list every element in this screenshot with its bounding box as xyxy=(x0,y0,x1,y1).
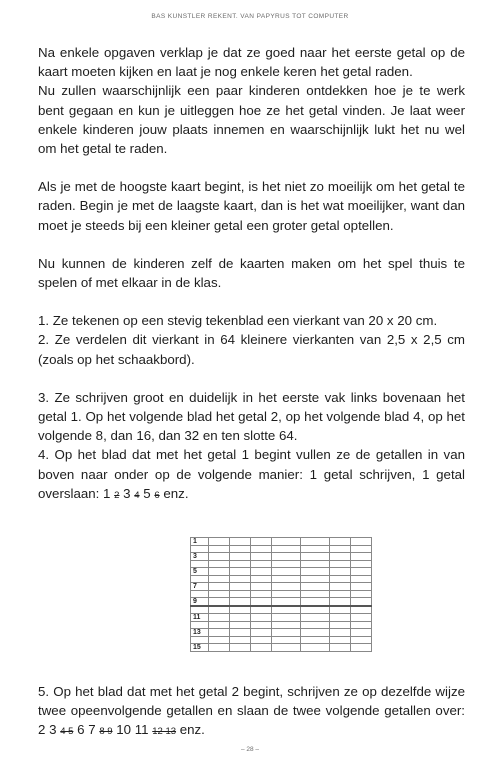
grid-cell xyxy=(191,576,209,583)
grid-cell xyxy=(330,538,351,546)
grid-cell xyxy=(330,576,351,583)
grid-cell xyxy=(351,591,372,598)
grid-cell xyxy=(251,546,272,553)
grid-cell xyxy=(251,553,272,561)
grid-cell xyxy=(230,553,251,561)
grid-cell xyxy=(330,561,351,568)
grid-number-cell: 7 xyxy=(191,583,209,591)
grid-cell xyxy=(272,622,301,629)
running-header: BAS KUNSTLER REKENT. VAN PAPYRUS TOT COMPUTER xyxy=(151,13,349,20)
seq-number: 1 xyxy=(103,485,111,501)
grid-cell xyxy=(301,622,330,629)
grid-cell xyxy=(209,637,230,644)
grid-cell xyxy=(230,583,251,591)
grid-cell xyxy=(272,583,301,591)
grid-cell xyxy=(351,538,372,546)
grid-cell xyxy=(351,622,372,629)
grid-cell xyxy=(330,546,351,553)
seq-number: 10 11 xyxy=(116,722,149,738)
grid-cell xyxy=(330,622,351,629)
grid-cell xyxy=(209,606,230,614)
grid-number-cell: 3 xyxy=(191,553,209,561)
body-text xyxy=(38,43,465,505)
seq-end: enz. xyxy=(163,485,189,501)
seq-number-skipped: 4 xyxy=(134,489,140,501)
grid-cell xyxy=(230,644,251,652)
grid-cell xyxy=(230,598,251,607)
grid-cell xyxy=(330,553,351,561)
grid-cell xyxy=(301,576,330,583)
seq-number: 3 xyxy=(123,485,131,501)
grid-cell xyxy=(272,598,301,607)
number-sequence xyxy=(103,486,188,501)
seq-end: enz. xyxy=(179,722,205,738)
grid-cell xyxy=(330,614,351,622)
grid-cell xyxy=(351,583,372,591)
number-sequence xyxy=(38,722,205,737)
grid-cell xyxy=(351,644,372,652)
grid-cell xyxy=(330,606,351,614)
paragraph: Als je met de hoogste kaart begint, is het niet zo moeilijk om het getal te raden. Begin je met de laagste kaart, dan is het wat moeilijker, want dan moet je steeds bij een kleiner getal een groter getal optellen. xyxy=(38,179,465,233)
seq-number: 6 7 xyxy=(77,722,96,738)
seq-number-skipped: 6 xyxy=(154,489,160,501)
seq-number-skipped: 4 5 xyxy=(60,726,74,738)
grid-cell xyxy=(209,644,230,652)
grid-cell xyxy=(351,598,372,607)
grid-cell xyxy=(272,546,301,553)
grid-cell xyxy=(251,561,272,568)
grid-cell xyxy=(301,591,330,598)
grid-cell xyxy=(191,606,209,614)
grid-cell xyxy=(330,583,351,591)
grid-row xyxy=(191,644,372,652)
grid-row xyxy=(191,538,372,546)
grid-cell xyxy=(230,637,251,644)
grid-cell xyxy=(209,591,230,598)
seq-number-skipped: 12 13 xyxy=(152,726,177,738)
grid-cell xyxy=(251,629,272,637)
grid-row xyxy=(191,546,372,553)
grid-cell xyxy=(272,538,301,546)
grid-cell xyxy=(330,598,351,607)
seq-number-skipped: 8 9 xyxy=(99,726,113,738)
grid-cell xyxy=(272,553,301,561)
grid-cell xyxy=(209,583,230,591)
grid-row xyxy=(191,614,372,622)
grid-number-cell: 1 xyxy=(191,538,209,546)
grid-cell xyxy=(330,644,351,652)
grid-cell xyxy=(230,629,251,637)
grid-cell xyxy=(230,622,251,629)
grid-cell xyxy=(230,538,251,546)
grid-cell xyxy=(301,598,330,607)
grid-cell xyxy=(301,637,330,644)
step-4 xyxy=(38,445,465,505)
grid-cell xyxy=(301,614,330,622)
grid-cell xyxy=(272,591,301,598)
grid-cell xyxy=(209,538,230,546)
paragraph: Nu kunnen de kinderen zelf de kaarten maken om het spel thuis te spelen of met elkaar in de klas. xyxy=(38,255,465,291)
grid-number-cell: 11 xyxy=(191,614,209,622)
grid-row xyxy=(191,637,372,644)
seq-number-skipped: 2 xyxy=(114,489,120,501)
body-text-bottom xyxy=(38,682,465,742)
grid-row xyxy=(191,561,372,568)
grid-cell xyxy=(351,568,372,576)
grid-row xyxy=(191,622,372,629)
step-4-text: 4. Op het blad dat met het getal 1 begint vullen ze de getallen in van boven naar onder op de volgende manier: 1 getal schrijven, 1 getal overslaan: xyxy=(38,447,465,501)
grid-cell xyxy=(209,568,230,576)
page-number: – 28 – xyxy=(240,746,260,753)
grid-row xyxy=(191,591,372,598)
grid-cell xyxy=(251,644,272,652)
grid-row xyxy=(191,629,372,637)
grid-number-cell: 13 xyxy=(191,629,209,637)
step-1: 1. Ze tekenen op een stevig tekenblad een vierkant van 20 x 20 cm. xyxy=(38,313,438,329)
grid-cell xyxy=(301,561,330,568)
grid-cell xyxy=(251,598,272,607)
grid-cell xyxy=(351,614,372,622)
grid-cell xyxy=(230,568,251,576)
grid-cell xyxy=(191,622,209,629)
grid-cell xyxy=(251,614,272,622)
grid-cell xyxy=(191,561,209,568)
grid-cell xyxy=(209,598,230,607)
grid-cell xyxy=(272,644,301,652)
grid-cell xyxy=(351,629,372,637)
grid-cell xyxy=(251,576,272,583)
grid-cell xyxy=(272,576,301,583)
step-3: 3. Ze schrijven groot en duidelijk in het eerste vak links bovenaan het getal 1. Op het volgende blad het getal 2, op het volgende blad 4, op het volgende 8, dan 16, dan 32 en ten slotte 64. xyxy=(38,389,465,444)
grid-cell xyxy=(301,606,330,614)
grid-cell xyxy=(330,591,351,598)
grid-cell xyxy=(230,606,251,614)
grid-row xyxy=(191,598,372,607)
grid-row xyxy=(191,583,372,591)
grid-cell xyxy=(301,568,330,576)
grid-cell xyxy=(351,576,372,583)
grid-cell xyxy=(209,546,230,553)
step-2: 2. Ze verdelen dit vierkant in 64 kleinere vierkanten van 2,5 x 2,5 cm (zoals op het schaakbord). xyxy=(38,332,465,367)
grid-cell xyxy=(209,553,230,561)
grid-cell xyxy=(251,583,272,591)
grid-cell xyxy=(301,553,330,561)
grid-cell xyxy=(351,606,372,614)
grid-row xyxy=(191,553,372,561)
grid-cell xyxy=(351,637,372,644)
grid-cell xyxy=(301,629,330,637)
grid-cell xyxy=(251,606,272,614)
grid-cell xyxy=(272,561,301,568)
grid-cell xyxy=(191,546,209,553)
grid-row xyxy=(191,576,372,583)
paragraph: Na enkele opgaven verklap je dat ze goed naar het eerste getal op de kaart moeten kijken en laat je nog enkele keren het getal raden. xyxy=(38,45,465,80)
grid-row xyxy=(191,606,372,614)
grid-cell xyxy=(230,614,251,622)
grid-cell xyxy=(191,637,209,644)
grid-cell xyxy=(209,622,230,629)
number-grid xyxy=(190,537,372,652)
paragraph: Nu zullen waarschijnlijk een paar kinderen ontdekken hoe je te werk bent gegaan en kun je uitleggen hoe ze het getal vinden. Je laat weer enkele kinderen jouw plaats innemen en waarschijnlijk lukt het nu wel om het getal te raden. xyxy=(38,83,465,157)
grid-cell xyxy=(330,568,351,576)
grid-cell xyxy=(272,637,301,644)
grid-cell xyxy=(301,538,330,546)
grid-cell xyxy=(272,629,301,637)
grid-cell xyxy=(330,637,351,644)
grid-cell xyxy=(209,561,230,568)
grid-cell xyxy=(301,644,330,652)
grid-cell xyxy=(351,546,372,553)
grid-cell xyxy=(251,622,272,629)
grid-number-cell: 9 xyxy=(191,598,209,607)
grid-cell xyxy=(230,576,251,583)
grid-cell xyxy=(301,583,330,591)
grid-cell xyxy=(251,637,272,644)
grid-cell xyxy=(272,606,301,614)
grid-cell xyxy=(351,553,372,561)
step-5 xyxy=(38,682,465,742)
grid-cell xyxy=(301,546,330,553)
grid-cell xyxy=(209,629,230,637)
grid-cell xyxy=(351,561,372,568)
grid-number-cell: 5 xyxy=(191,568,209,576)
grid-cell xyxy=(272,568,301,576)
grid-cell xyxy=(251,568,272,576)
grid-number-cell: 15 xyxy=(191,644,209,652)
grid-row xyxy=(191,568,372,576)
seq-number: 2 3 xyxy=(38,722,57,738)
grid-cell xyxy=(230,546,251,553)
seq-number: 5 xyxy=(143,485,151,501)
grid-cell xyxy=(272,614,301,622)
grid-cell xyxy=(330,629,351,637)
grid-cell xyxy=(209,576,230,583)
grid-cell xyxy=(251,591,272,598)
step-5-text: 5. Op het blad dat met het getal 2 begint, schrijven ze op dezelfde wijze twee opeenvolgende getallen en slaan de twee volgende getallen over: xyxy=(38,684,465,719)
grid-cell xyxy=(191,591,209,598)
grid-cell xyxy=(251,538,272,546)
grid-cell xyxy=(230,561,251,568)
grid-cell xyxy=(209,614,230,622)
grid-cell xyxy=(230,591,251,598)
